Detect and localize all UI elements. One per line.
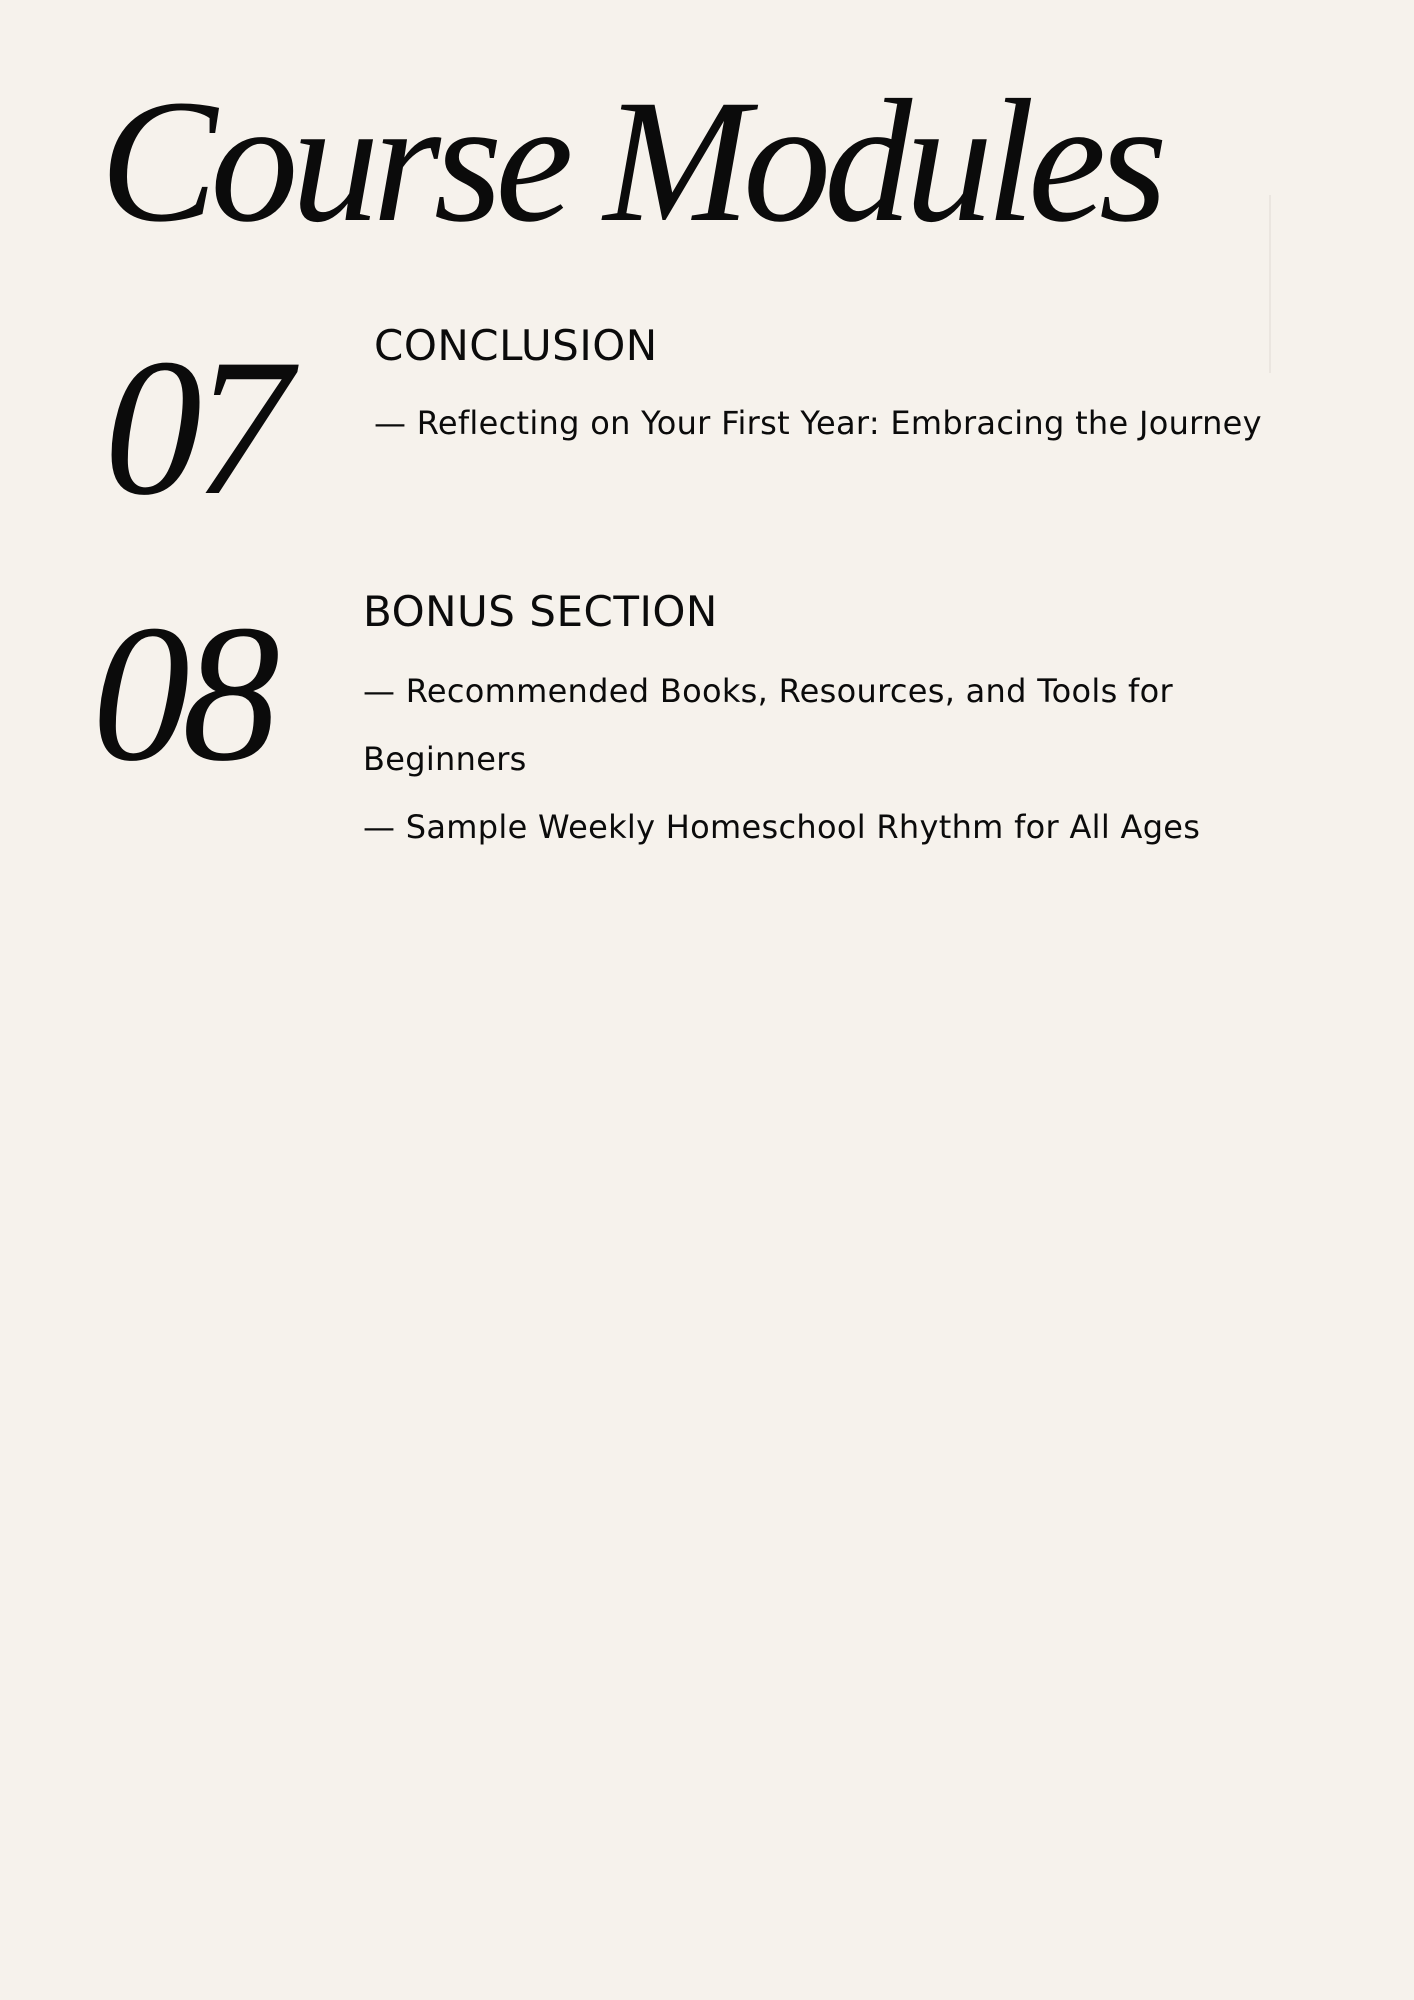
module-topic-continuation: Beginners <box>363 740 527 778</box>
module-heading: BONUS SECTION <box>363 587 718 636</box>
module-topic: — Recommended Books, Resources, and Tools for <box>363 672 1173 710</box>
module-number: 08 <box>92 585 272 802</box>
module-content <box>363 587 1201 861</box>
page-title: Course Modules <box>100 64 1161 259</box>
module-heading: CONCLUSION <box>374 321 658 370</box>
module-topic: — Sample Weekly Homeschool Rhythm for All Ages <box>363 808 1201 846</box>
module-content <box>374 321 1262 443</box>
module-topic-list <box>363 657 1200 861</box>
module-number: 07 <box>104 319 284 536</box>
module-topic: — Reflecting on Your First Year: Embracing the Journey <box>374 404 1262 442</box>
decorative-divider <box>1269 195 1271 373</box>
